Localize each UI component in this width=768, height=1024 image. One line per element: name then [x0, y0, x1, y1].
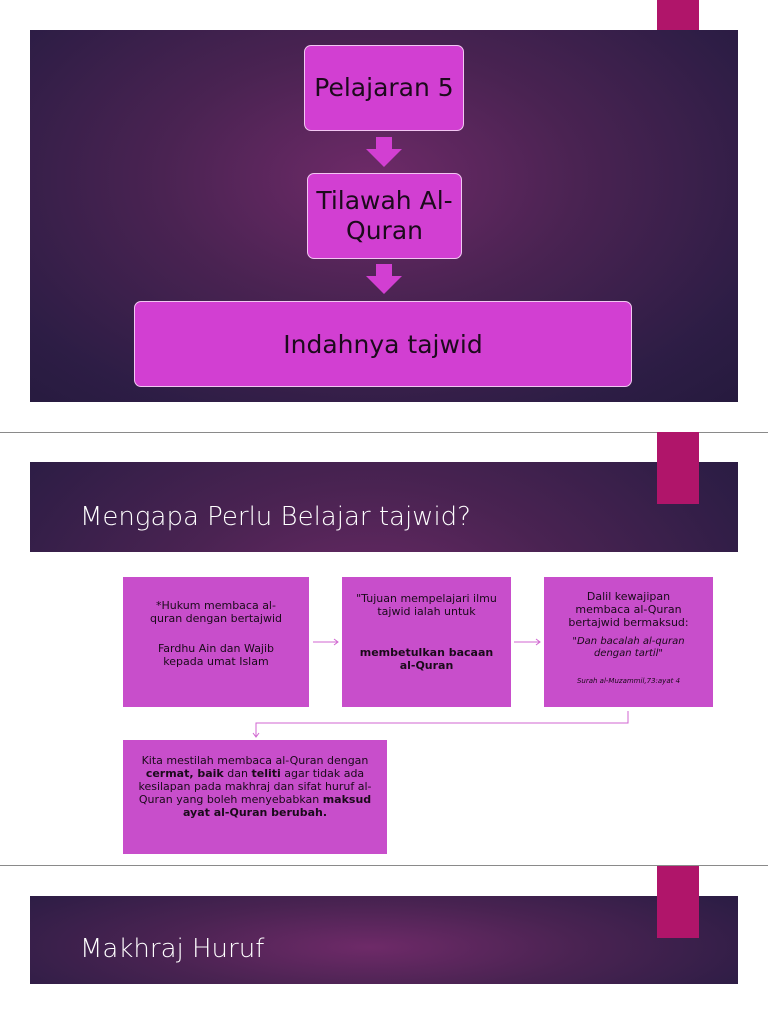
down-arrow-icon [366, 137, 402, 167]
info-box-hukum-line2: Fardhu Ain dan Wajib kepada umat Islam [157, 642, 275, 668]
flow-box-tilawah [307, 173, 462, 259]
info-box-kesimpulan [123, 740, 387, 854]
kesimpulan-part2: dan [223, 767, 252, 780]
slide2-title: Mengapa Perlu Belajar tajwid? [80, 502, 471, 532]
slide-divider [0, 865, 768, 866]
slide3-accent-tab [657, 866, 699, 938]
info-box-dalil-ref: Surah al-Muzammil,73:ayat 4 [576, 677, 681, 685]
slide-3 [30, 896, 738, 1024]
slide2-accent-tab [657, 432, 699, 504]
info-box-tujuan-line2: membetulkan bacaan al-Quran [359, 646, 494, 672]
flow-box-pelajaran [304, 45, 464, 131]
kesimpulan-bold3: maksud ayat al-Quran berubah. [182, 793, 372, 819]
info-box-kesimpulan-text [135, 754, 375, 819]
slide3-content-area [30, 984, 738, 1024]
kesimpulan-part3: agar tidak ada kesilapan pada makhraj dan sifat huruf al-Quran yang boleh menyebabkan [138, 767, 372, 806]
info-box-dalil-quote: "Dan bacalah al-quran dengan tartil" [572, 636, 685, 659]
kesimpulan-part1: Kita mestilah membaca al-Quran dengan [141, 754, 369, 767]
info-box-hukum-line1: *Hukum membaca al-quran dengan bertajwid [149, 599, 283, 625]
info-box-tujuan-line1: "Tujuan mempelajari ilmu tajwid ialah untuk [356, 592, 497, 618]
flow-box-indahnya [134, 301, 632, 387]
kesimpulan-bold1: cermat, baik [145, 767, 224, 780]
info-box-dalil-line1: Dalil kewajipan membaca al-Quran bertajwid bermaksud: [568, 590, 689, 629]
slide-2 [30, 462, 738, 865]
slide-1 [30, 30, 738, 402]
flow-box-pelajaran-text: Pelajaran 5 [314, 73, 454, 102]
slide-divider [0, 432, 768, 433]
slide3-title: Makhraj Huruf [80, 934, 265, 964]
flow-box-tilawah-text: Tilawah Al-Quran [316, 186, 453, 245]
kesimpulan-bold2: teliti [251, 767, 281, 780]
flow-box-indahnya-text: Indahnya tajwid [283, 329, 483, 359]
down-arrow-icon [366, 264, 402, 294]
